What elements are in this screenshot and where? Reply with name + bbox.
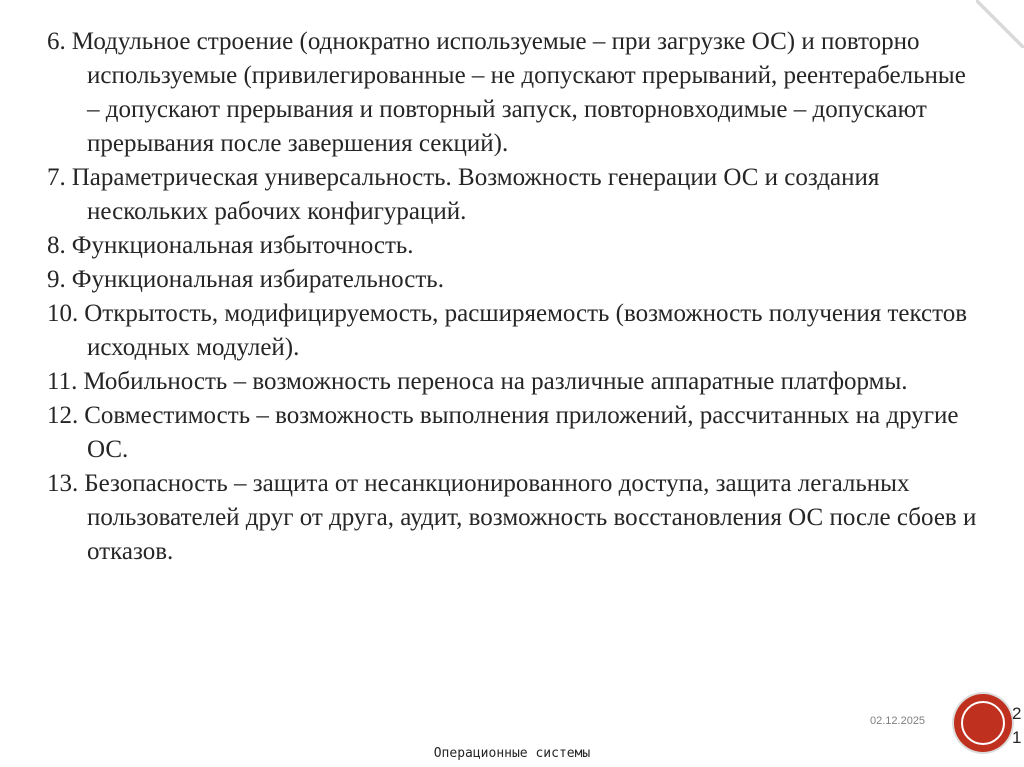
item-number: 12. (47, 402, 79, 429)
slide-body (47, 25, 982, 569)
item-number: 6. (47, 28, 66, 55)
list-item (47, 399, 982, 467)
list-item (47, 161, 982, 229)
item-text: Совместимость – возможность выполнения приложений, рассчитанных на другие ОС. (84, 402, 959, 463)
list-item (47, 229, 982, 263)
item-number: 8. (47, 232, 66, 259)
item-text: Мобильность – возможность переноса на различные аппаратные платформы. (83, 368, 908, 395)
slide-number-badge-icon (954, 694, 1012, 752)
badge-ring (961, 701, 1005, 745)
item-text: Модульное строение (однократно используемые – при загрузке ОС) и повторно используемые (привилегированные – не допускают прерываний, реентерабельные – допускают прерывания и повторный запуск, повторновходимые – допускают прерывания после завершения секций). (71, 28, 966, 157)
item-text: Безопасность – защита от несанкционированного доступа, защита легальных пользователей друг от друга, аудит, возможность восстановления ОС после сбоев и отказов. (84, 470, 977, 565)
list-item (47, 365, 982, 399)
corner-fold-decoration (976, 0, 1024, 48)
item-number: 10. (47, 300, 79, 327)
item-text: Открытость, модифицируемость, расширяемость (возможность получения текстов исходных модулей). (84, 300, 968, 361)
slide-date: 02.12.2025 (870, 715, 926, 727)
item-number: 9. (47, 266, 66, 293)
item-number: 11. (47, 368, 78, 395)
item-text: Функциональная избыточность. (71, 232, 414, 259)
item-text: Функциональная избирательность. (71, 266, 444, 293)
page-number: 2 1 (1012, 704, 1022, 747)
item-number: 7. (47, 164, 66, 191)
item-text: Параметрическая универсальность. Возможность генерации ОС и создания нескольких рабочих конфигураций. (71, 164, 880, 225)
footer-title: Операционные системы (433, 746, 591, 761)
list-item (47, 25, 982, 161)
list-item (47, 467, 982, 569)
item-number: 13. (47, 470, 79, 497)
list-item (47, 263, 982, 297)
list-item (47, 297, 982, 365)
